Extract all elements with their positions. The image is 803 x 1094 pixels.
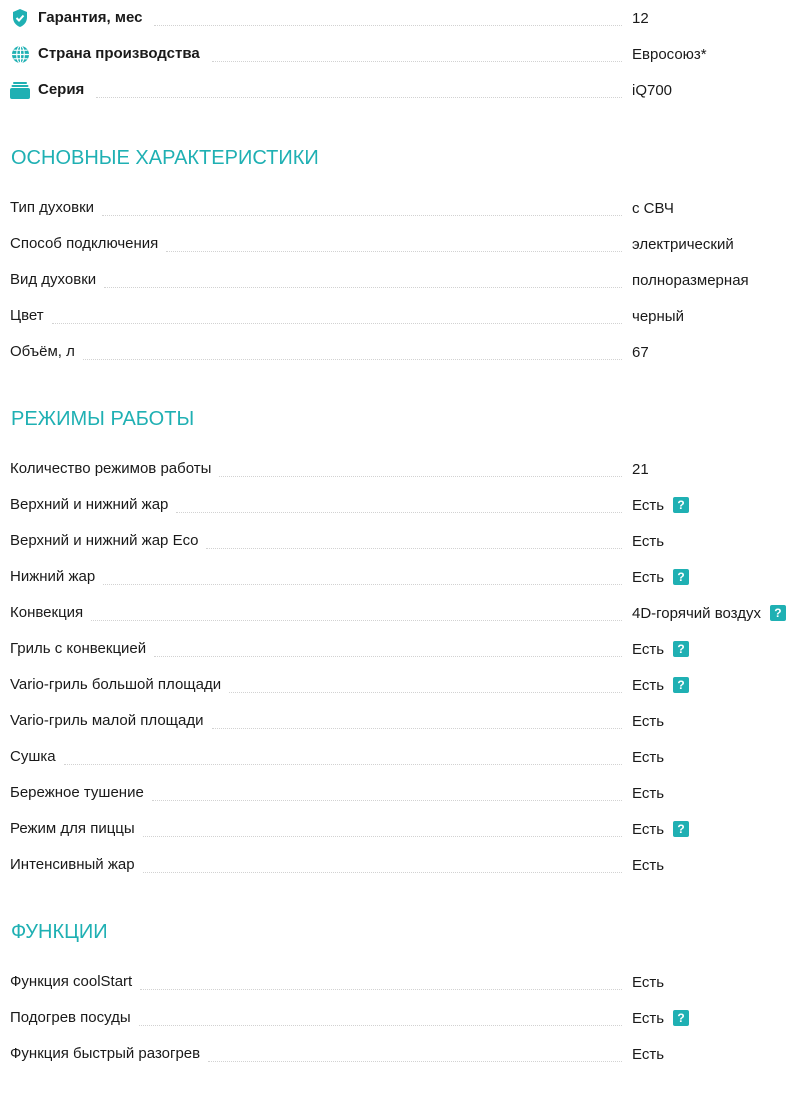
spec-label: Vario-гриль малой площади [10,712,204,729]
leader-dots [143,836,622,837]
leader-dots [229,692,622,693]
help-icon[interactable]: ? [673,569,689,585]
leader-dots [64,764,622,765]
spec-value: Есть [632,532,665,550]
leader-dots [91,620,622,621]
spec-label: Конвекция [10,604,84,621]
spec-label: Vario-гриль большой площади [10,676,222,693]
spec-value: с СВЧ [632,199,674,217]
leader-dots [139,1025,622,1026]
help-icon[interactable]: ? [673,497,689,513]
leader-dots [52,323,622,324]
spec-label: Бережное тушение [10,784,144,801]
spec-value: электрический [632,235,734,253]
section-title-functions: ФУНКЦИИ [11,921,108,943]
spec-label: Страна производства [38,45,200,62]
folder-stack-icon [10,80,30,100]
spec-row [10,811,803,847]
leader-dots [143,872,622,873]
leader-dots [212,61,622,62]
spec-row [10,631,803,667]
spec-value: Есть [632,496,665,514]
spec-label: Объём, л [10,343,75,360]
spec-label: Количество режимов работы [10,460,212,477]
spec-label: Функция coolStart [10,973,133,990]
spec-label: Интенсивный жар [10,856,135,873]
spec-label: Подогрев посуды [10,1009,131,1026]
spec-label: Серия [38,81,85,98]
leader-dots [206,548,622,549]
spec-row [10,1000,803,1036]
leader-dots [96,97,622,98]
spec-value: Есть [632,676,665,694]
spec-value: 21 [632,460,649,478]
leader-dots [102,215,622,216]
leader-dots [176,512,622,513]
help-icon[interactable]: ? [673,641,689,657]
spec-label: Гарантия, мес [38,9,143,26]
spec-value: Есть [632,973,665,991]
spec-row [10,964,803,1000]
spec-label: Цвет [10,307,44,324]
spec-value: Есть [632,856,665,874]
leader-dots [208,1061,622,1062]
spec-value: Есть [632,748,665,766]
spec-row [10,451,803,487]
spec-value: Евросоюз* [632,45,707,63]
spec-value: 67 [632,343,649,361]
leader-dots [166,251,622,252]
spec-row [10,262,803,298]
spec-row [10,739,803,775]
spec-row [10,334,803,370]
spec-label: Верхний и нижний жар Eco [10,532,199,549]
spec-label: Вид духовки [10,271,97,288]
leader-dots [152,800,622,801]
spec-value: полноразмерная [632,271,749,289]
spec-value: 12 [632,9,649,27]
spec-row [10,487,803,523]
spec-label: Сушка [10,748,56,765]
leader-dots [154,25,622,26]
spec-label: Функция быстрый разогрев [10,1045,201,1062]
leader-dots [104,287,622,288]
leader-dots [83,359,622,360]
spec-label: Способ подключения [10,235,159,252]
globe-icon [10,44,30,64]
spec-row [10,190,803,226]
spec-value: черный [632,307,684,325]
leader-dots [219,476,622,477]
spec-row [10,559,803,595]
leader-dots [212,728,623,729]
spec-label: Нижний жар [10,568,96,585]
spec-value: iQ700 [632,81,673,99]
section-title-modes: РЕЖИМЫ РАБОТЫ [11,408,195,430]
shield-check-icon [10,8,30,28]
spec-value: Есть [632,568,665,586]
leader-dots [140,989,622,990]
spec-row-country [10,36,803,72]
leader-dots [154,656,622,657]
spec-label: Верхний и нижний жар [10,496,169,513]
spec-row [10,595,803,631]
spec-value: 4D-горячий воздух [632,604,761,622]
spec-row [10,298,803,334]
spec-row [10,847,803,883]
spec-row [10,703,803,739]
spec-row [10,667,803,703]
spec-label: Гриль с конвекцией [10,640,147,657]
spec-value: Есть [632,712,665,730]
spec-row-warranty [10,0,803,36]
help-icon[interactable]: ? [673,1010,689,1026]
spec-row [10,1036,803,1072]
spec-row [10,523,803,559]
leader-dots [103,584,622,585]
spec-value: Есть [632,1009,665,1027]
section-title-main: ОСНОВНЫЕ ХАРАКТЕРИСТИКИ [11,147,319,169]
help-icon[interactable]: ? [673,677,689,693]
spec-row-series [10,72,803,108]
spec-row [10,226,803,262]
spec-value: Есть [632,640,665,658]
help-icon[interactable]: ? [770,605,786,621]
spec-label: Режим для пиццы [10,820,135,837]
spec-row [10,775,803,811]
spec-value: Есть [632,1045,665,1063]
spec-value: Есть [632,784,665,802]
spec-label: Тип духовки [10,199,95,216]
help-icon[interactable]: ? [673,821,689,837]
spec-value: Есть [632,820,665,838]
